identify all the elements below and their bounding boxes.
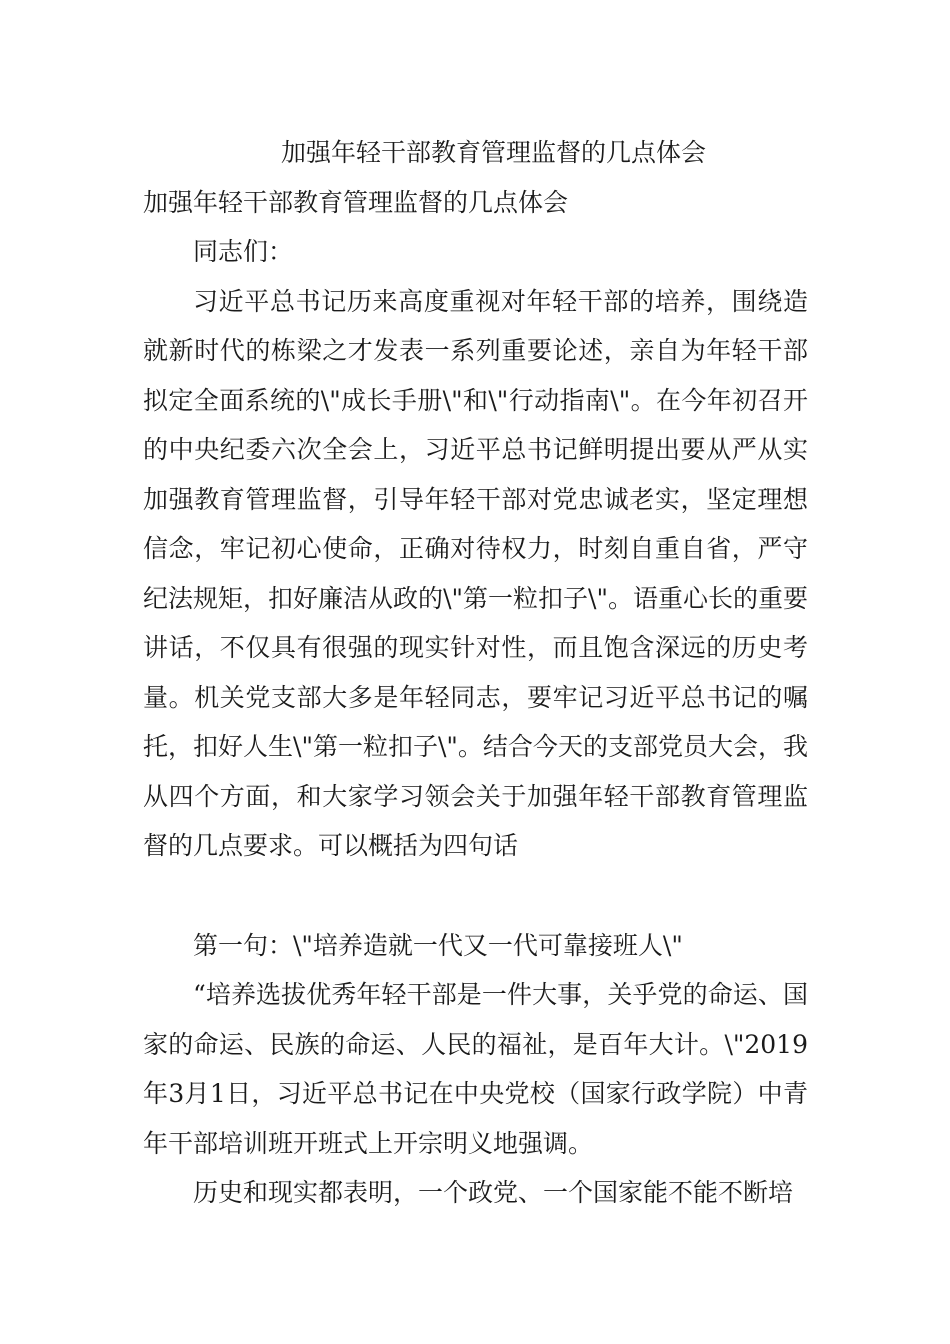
salutation: 同志们： [193, 237, 294, 266]
paragraph-history: 历史和现实都表明，一个政党、一个国家能不能不断培 [193, 1178, 794, 1207]
document-subtitle: 加强年轻干部教育管理监督的几点体会 [143, 187, 569, 217]
paragraph-intro: 习近平总书记历来高度重视对年轻干部的培养，围绕造就新时代的栋梁之才发表一系列重要论述，亲自为年轻干部拟定全面系统的\"成长手册\"和\"行动指南\"。在今年初召开的中央纪委六次全会上，习近平总书记鲜明提出要从严从实加强教育管理监督，引导年轻干部对党忠诚老实，坚定理想信念，牢记初心使命，正确对待权力，时刻自重自省，严守纪法规矩，扣好廉洁从政的\"第一粒扣子\"。语重心长的重要讲话，不仅具有很强的现实针对性，而且饱含深远的历史考量。机关党支部大多是年轻同志，要牢记习近平总书记的嘱托，扣好人生\"第一粒扣子\"。结合今天的支部党员大会，我从四个方面，和大家学习领会关于加强年轻干部教育管理监督的几点要求。可以概括为四句话 [143, 286, 808, 860]
paragraph-quote: “培养选拔优秀年轻干部是一件大事，关乎党的命运、国家的命运、民族的命运、人民的福祉，是百年大计。\"2019年3月1日，习近平总书记在中央党校（国家行政学院）中青年干部培训班开班式上开宗明义地强调。 [143, 980, 808, 1158]
section-heading-first: 第一句：\"培养造就一代又一代可靠接班人\" [193, 930, 683, 960]
document-body [143, 128, 808, 1218]
document-title: 加强年轻干部教育管理监督的几点体会 [280, 138, 706, 167]
